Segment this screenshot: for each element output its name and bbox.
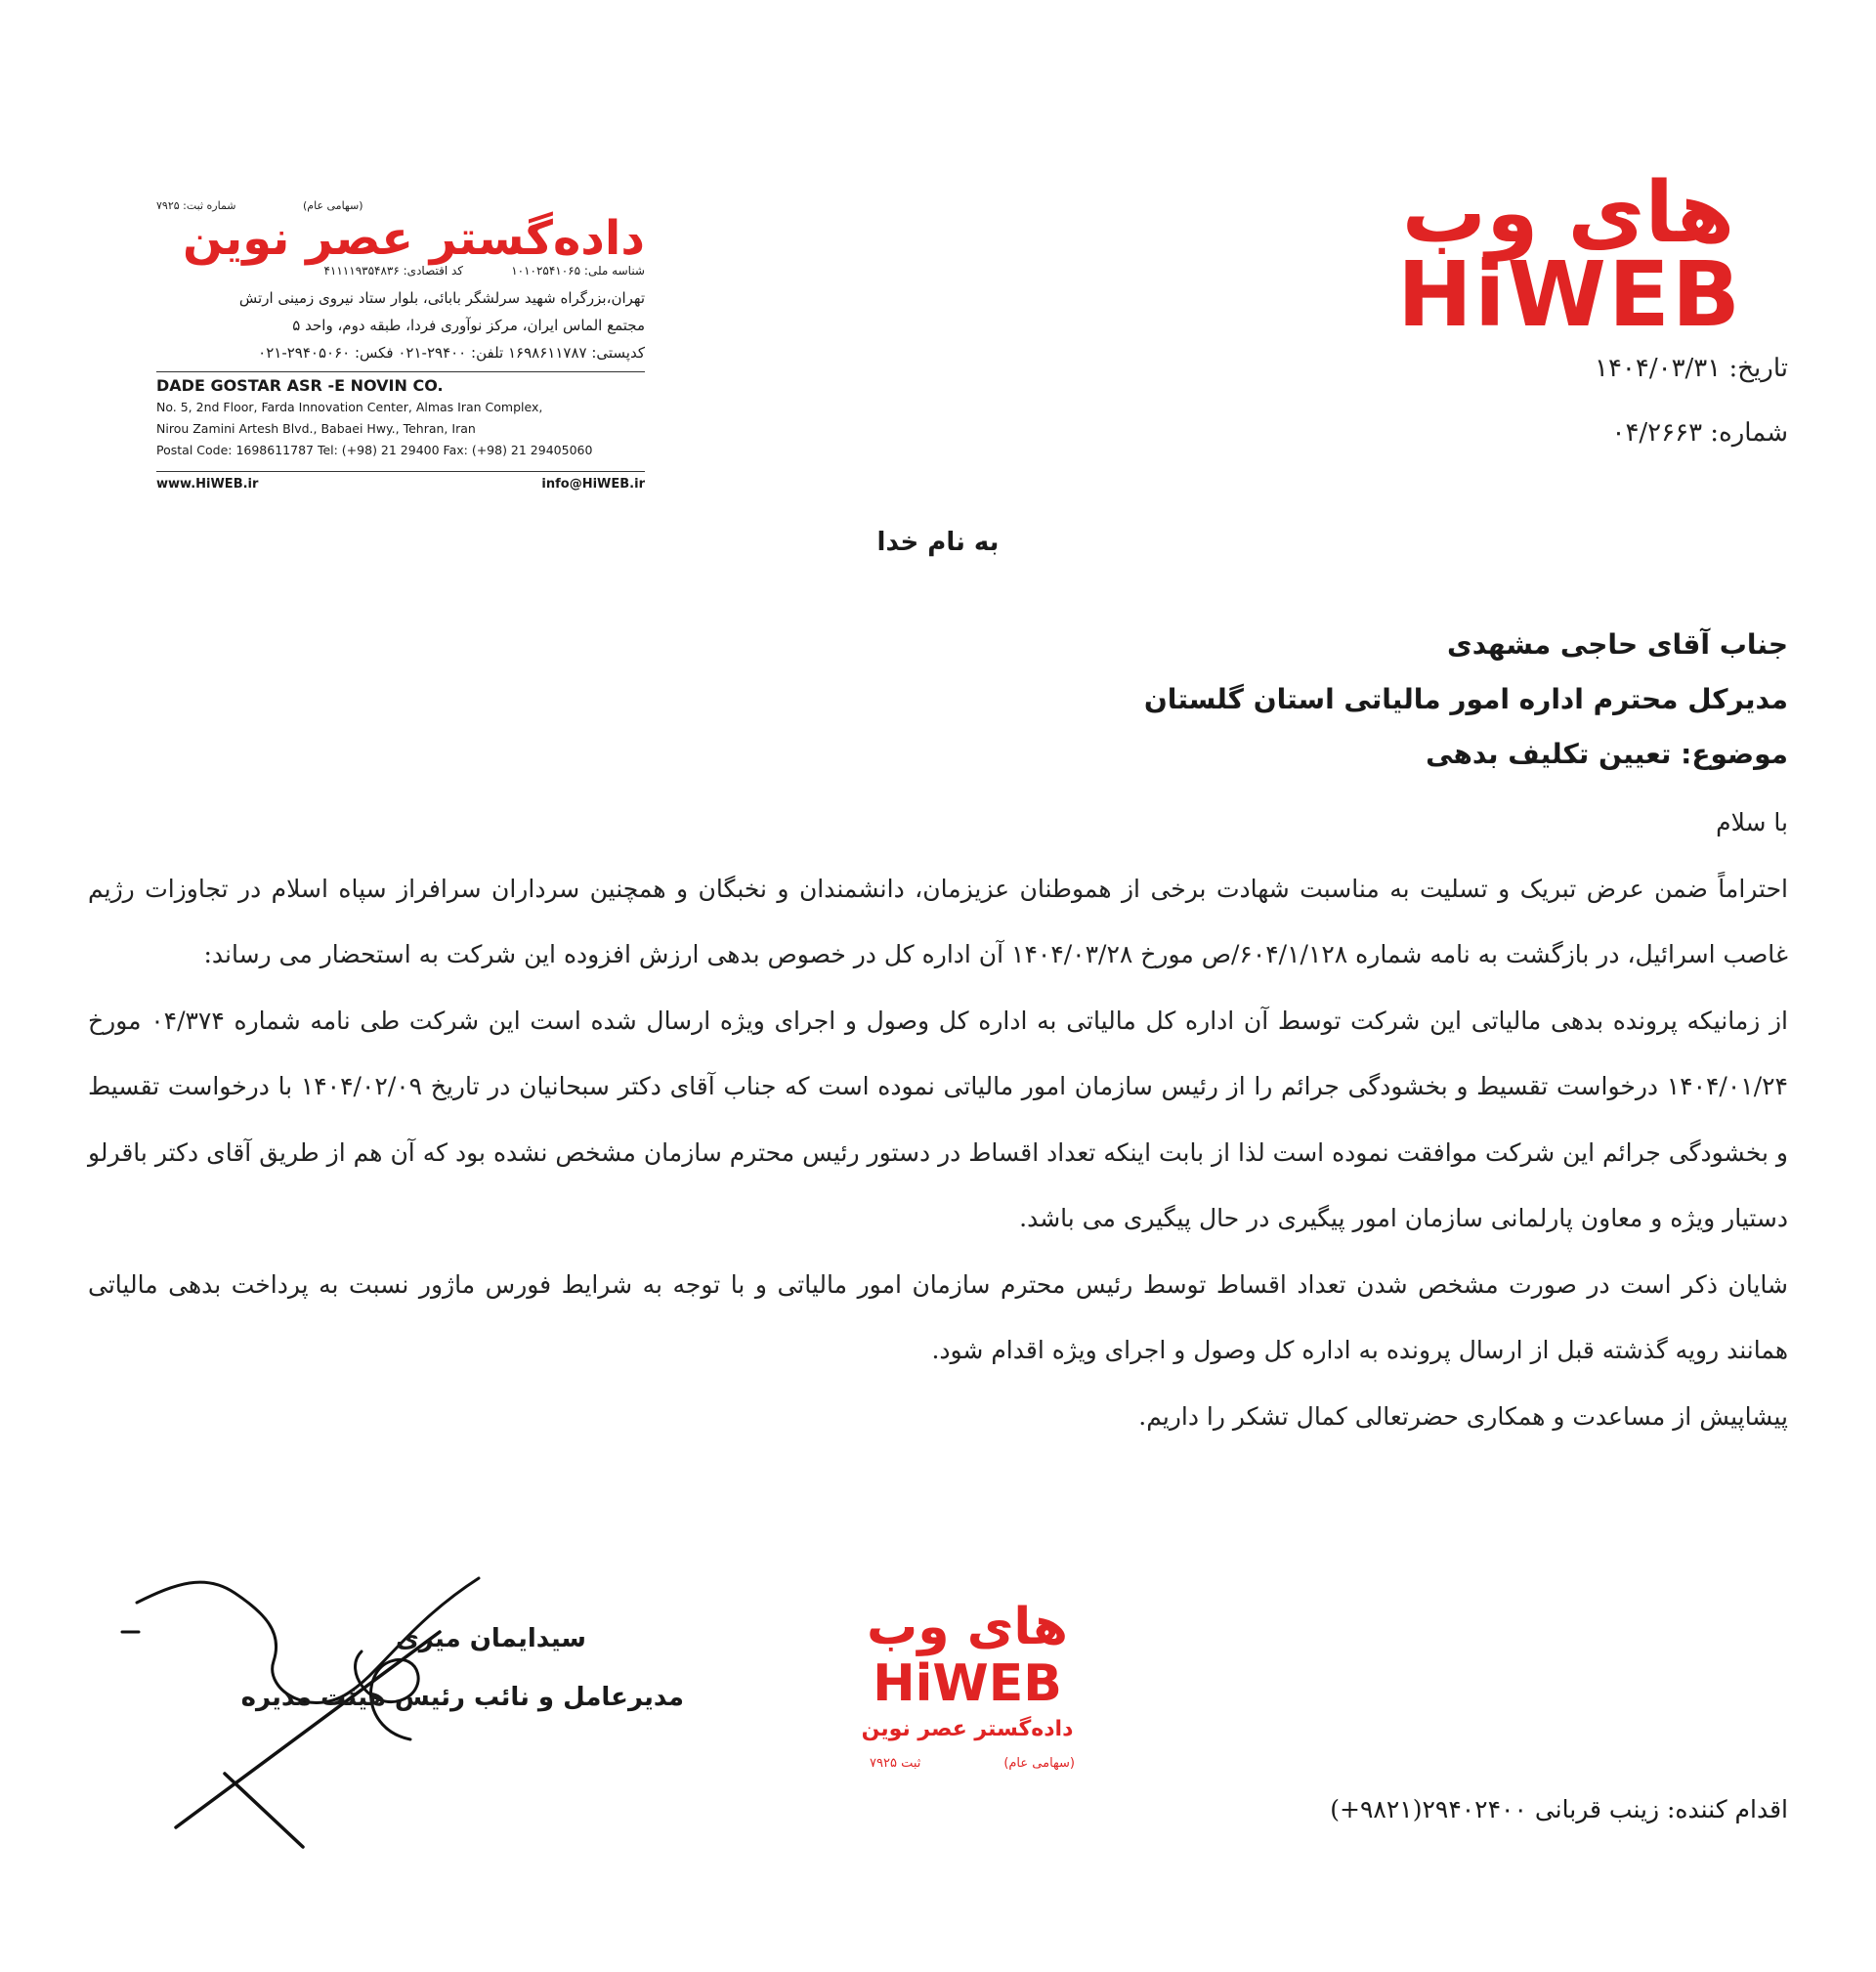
letter-subject: موضوع: تعیین تکلیف بدهی	[1426, 738, 1788, 770]
letter-number: شماره: ۰۴/۲۶۶۳	[1611, 418, 1788, 448]
letter-body	[88, 790, 1788, 1449]
email-link[interactable]: info@HiWEB.ir	[541, 477, 645, 492]
divider	[156, 371, 645, 372]
paragraph-2: از زمانیکه پرونده بدهی مالیاتی این شرکت توسط آن اداره کل مالیاتی به اداره کل وصول و اجرای ویژه ارسال شده است این شرکت طی نامه شماره ۰۴/۳۷۴ مورخ ۱۴۰۴/۰۱/۲۴ درخواست تقسیط و بخشودگی جرائم را از رئیس سازمان امور مالیاتی نموده است که جناب آقای دکتر سبحانیان در تاریخ ۱۴۰۴/۰۲/۰۹ با درخواست تقسیط و بخشودگی جرائم این شرکت موافقت نموده است لذا از بابت اینکه تعداد اقساط در دستور رئیس محترم سازمان مشخص نشده بود که آن هم از طریق آقای دکتر باقرلو دستیار ویژه و معاون پارلمانی سازمان امور پیگیری در حال پیگیری می باشد.	[88, 1006, 1788, 1232]
address-line-2: مجتمع الماس ایران، مرکز نوآوری فردا، طبقه دوم، واحد ۵	[292, 317, 645, 334]
company-stamp	[840, 1598, 1094, 1793]
handler-info: اقدام کننده: زینب قربانی ۲۹۴۰۲۴۰۰(۹۸۲۱+)	[1330, 1795, 1788, 1823]
stamp-logo-fa: های وب	[867, 1598, 1068, 1656]
stamp-logo-en: HiWEB	[873, 1654, 1062, 1713]
company-name-fa: داده‌گستر عصر نوین	[183, 211, 645, 266]
website-link[interactable]: www.HiWEB.ir	[156, 477, 259, 492]
letter-date: تاریخ: ۱۴۰۴/۰۳/۳۱	[1594, 354, 1788, 383]
recipient-position: مدیرکل محترم اداره امور مالیاتی استان گلستان	[1143, 683, 1788, 715]
contact-en: Postal Code: 1698611787 Tel: (+98) 21 29400 Fax: (+98) 21 29405060	[156, 443, 593, 457]
hiweb-logo-fa: های وب	[1401, 164, 1735, 262]
hiweb-logo	[1397, 164, 1742, 347]
greeting: با سلام	[1716, 808, 1788, 836]
contact-line: کدپستی: ۱۶۹۸۶۱۱۷۸۷ تلفن: ۲۹۴۰۰-۰۲۱ فکس: ۲۹۴۰۵۰۶۰-۰۲۱	[258, 344, 645, 362]
national-id: شناسه ملی: ۱۰۱۰۲۵۴۱۰۶۵	[511, 264, 645, 278]
paragraph-3: شایان ذکر است در صورت مشخص شدن تعداد اقساط توسط رئیس محترم سازمان امور مالیاتی و با توجه به شرایط فورس ماژور نسبت به پرداخت بدهی مالیاتی همانند رویه گذشته قبل از ارسال پرونده به اداره کل وصول و اجرای ویژه اقدام شود.	[88, 1269, 1788, 1364]
letter-heading: به نام خدا	[876, 528, 1000, 557]
stamp-type: (سهامی عام)	[1003, 1756, 1075, 1771]
economic-code: کد اقتصادی: ۴۱۱۱۱۹۳۵۴۸۳۶	[323, 264, 463, 278]
closing-line: پیشاپیش از مساعدت و همکاری حضرتعالی کمال تشکر را داریم.	[1138, 1401, 1788, 1431]
paragraph-1: احتراماً ضمن عرض تبریک و تسلیت به مناسبت شهادت برخی از هموطنان عزیزمان، دانشمندان و نخبگان و همچنین سرداران سرافراز سپاه اسلام در تجاوزات رژیم غاصب اسرائیل، در بازگشت به نامه شماره ۶۰۴/۱/۱۲۸/ص مورخ ۱۴۰۴/۰۳/۲۸ آن اداره کل در خصوص بدهی ارزش افزوده این شرکت به استحضار می رساند:	[88, 874, 1789, 968]
signer-name: سیدایمان میری	[395, 1624, 586, 1653]
company-english-block	[156, 375, 645, 461]
address-en-1: No. 5, 2nd Floor, Farda Innovation Center, Almas Iran Complex,	[156, 400, 543, 414]
divider	[156, 471, 645, 472]
stamp-company-name: داده‌گستر عصر نوین	[861, 1717, 1074, 1741]
stamp-reg-number: ثبت ۷۹۲۵	[870, 1756, 921, 1771]
recipient-name: جناب آقای حاجی مشهدی	[1447, 628, 1788, 661]
registration-number: شماره ثبت: ۷۹۲۵	[156, 199, 236, 212]
company-type: (سهامی عام)	[303, 199, 363, 212]
addressee-block	[811, 618, 1788, 782]
company-name-en: DADE GOSTAR ASR -E NOVIN CO.	[156, 376, 444, 395]
signer-title: مدیرعامل و نائب رئیس هیئت مدیره	[240, 1683, 684, 1712]
address-en-2: Nirou Zamini Artesh Blvd., Babaei Hwy., Tehran, Iran	[156, 421, 476, 436]
address-line-1: تهران،بزرگراه شهید سرلشگر بابائی، بلوار ستاد نیروی زمینی ارتش	[238, 289, 645, 307]
hiweb-logo-en: HiWEB	[1397, 242, 1742, 347]
